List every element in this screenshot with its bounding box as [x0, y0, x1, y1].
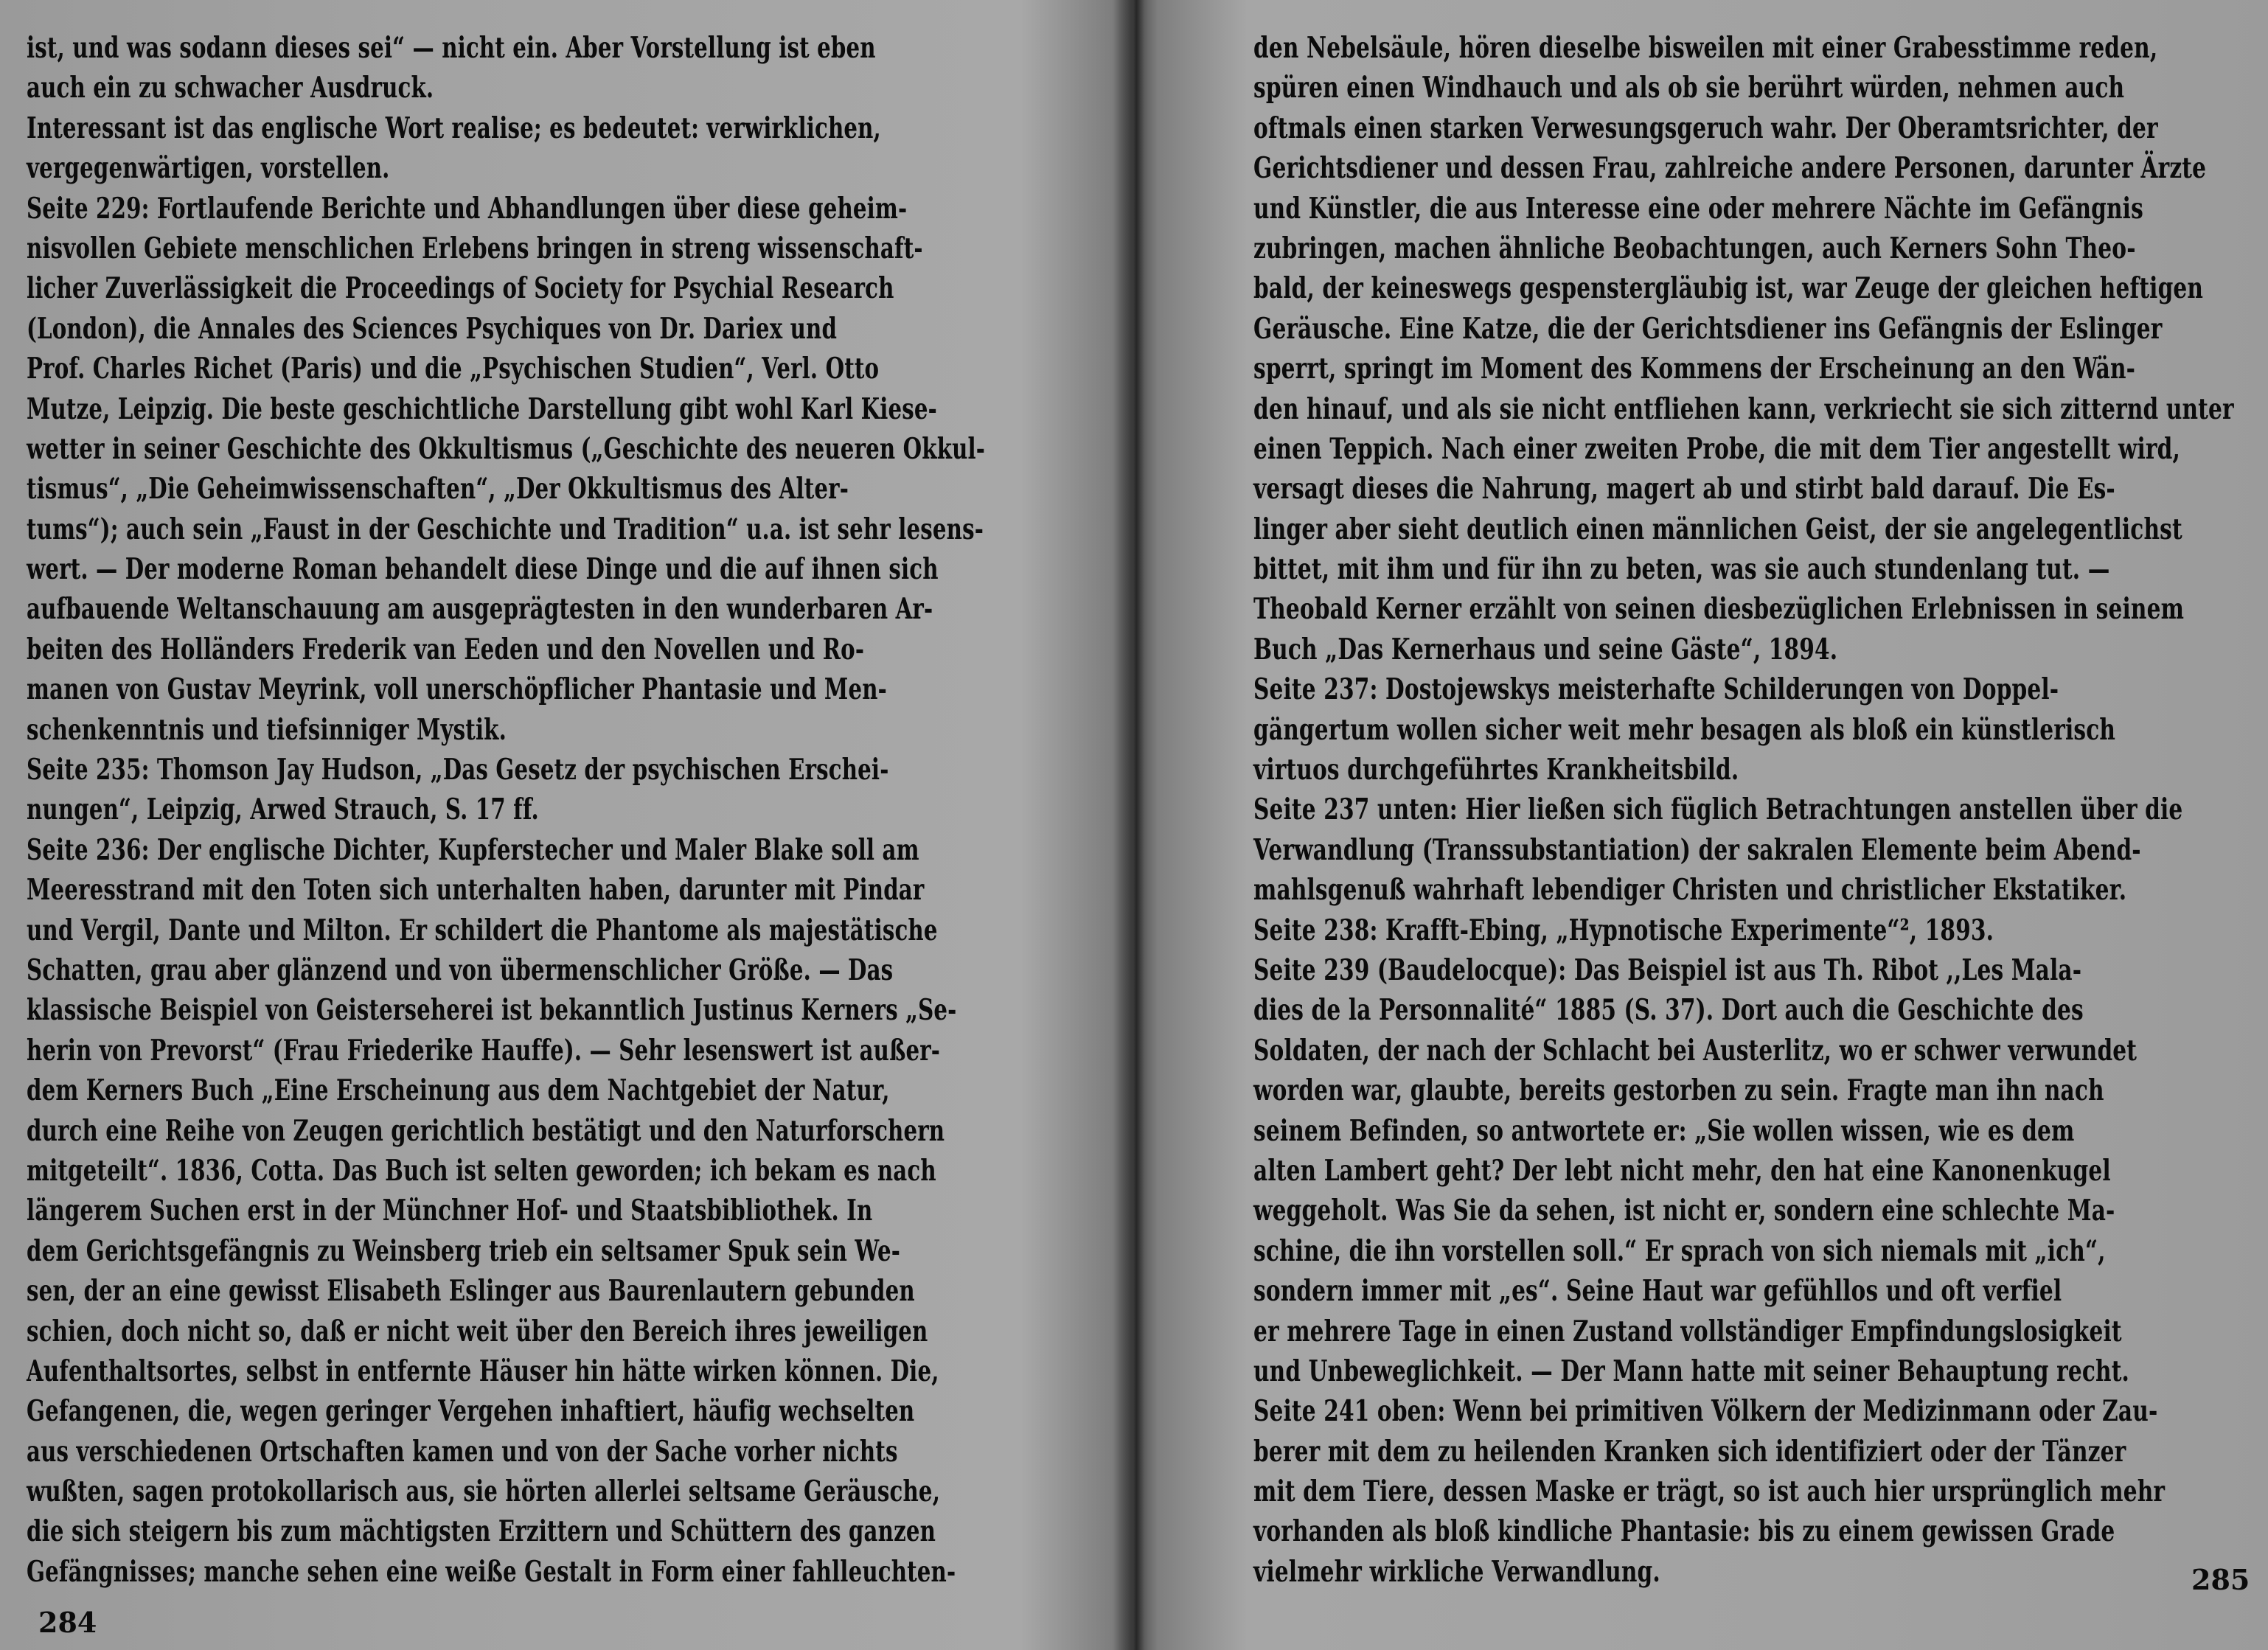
text-line: schien, doch nicht so, daß er nicht weit über den Bereich ihres jeweiligen: [27, 1314, 928, 1348]
text-line: wert. — Der moderne Roman behandelt diese Dinge und die auf ihnen sich: [27, 552, 939, 587]
text-line: Interessant ist das englische Wort realise; es bedeutet: verwirklichen,: [27, 111, 881, 145]
text-line: Gefängnisses; manche sehen eine weiße Gestalt in Form einer fahlleuchten-: [27, 1554, 956, 1589]
text-line: Seite 238: Krafft-Ebing, „Hypnotische Experimente“², 1893.: [1253, 913, 1994, 947]
text-line: dem Kerners Buch „Eine Erscheinung aus dem Nachtgebiet der Natur,: [27, 1073, 890, 1108]
text-line: aufbauende Weltanschauung am ausgeprägtesten in den wunderbaren Ar-: [27, 592, 933, 627]
text-line: seinem Befinden, so antwortete er: „Sie wollen wissen, wie es dem: [1253, 1113, 2075, 1148]
text-line: Verwandlung (Transsubstantiation) der sakralen Elemente beim Abend-: [1253, 832, 2141, 867]
right-page-text: [1253, 28, 2268, 1592]
text-line: vergegenwärtigen, vorstellen.: [27, 151, 390, 186]
text-line: dem Gerichtsgefängnis zu Weinsberg trieb ein seltsamer Spuk sein We-: [27, 1233, 901, 1268]
text-line: Gefangenen, die, wegen geringer Vergehen inhaftiert, häufig wechselten: [27, 1394, 915, 1429]
text-line: oftmals einen starken Verwesungsgeruch wahr. Der Oberamtsrichter, der: [1253, 111, 2158, 145]
text-line: Seite 235: Thomson Jay Hudson, „Das Gesetz der psychischen Erschei-: [27, 753, 889, 787]
text-line: schenkenntnis und tiefsinniger Mystik.: [27, 712, 507, 747]
text-line: tismus“, „Die Geheimwissenschaften“, „Der Okkultismus des Alter-: [27, 472, 849, 507]
text-line: worden war, glaubte, bereits gestorben zu sein. Fragte man ihn nach: [1253, 1073, 2104, 1108]
text-line: die sich steigern bis zum mächtigsten Erzittern und Schüttern des ganzen: [27, 1514, 936, 1549]
text-line: auch ein zu schwacher Ausdruck.: [27, 71, 434, 105]
text-line: versagt dieses die Nahrung, magert ab und stirbt bald darauf. Die Es-: [1253, 472, 2115, 507]
text-line: licher Zuverlässigkeit die Proceedings of Society for Psychial Research: [27, 271, 894, 306]
text-line: gängertum wollen sicher weit mehr besagen als bloß ein künstlerisch: [1253, 712, 2116, 747]
text-line: klassische Beispiel von Geisterseherei ist bekanntlich Justinus Kerners „Se-: [27, 993, 957, 1028]
text-line: sen, der an eine gewisst Elisabeth Eslinger aus Baurenlautern gebunden: [27, 1274, 915, 1309]
text-line: Schatten, grau aber glänzend und von übermenschlicher Größe. — Das: [27, 953, 894, 987]
text-line: und Künstler, die aus Interesse eine oder mehrere Nächte im Gefängnis: [1253, 191, 2143, 226]
text-line: Seite 229: Fortlaufende Berichte und Abhandlungen über diese geheim-: [27, 191, 908, 226]
text-line: mahlsgenuß wahrhaft lebendiger Christen und christlicher Ekstatiker.: [1253, 873, 2127, 908]
right-page-number: 285: [2191, 1563, 2250, 1596]
text-line: Mutze, Leipzig. Die beste geschichtliche Darstellung gibt wohl Karl Kiese-: [27, 391, 937, 426]
text-line: längerem Suchen erst in der Münchner Hof- und Staatsbibliothek. In: [27, 1194, 873, 1228]
text-line: einen Teppich. Nach einer zweiten Probe, die mit dem Tier angestellt wird,: [1253, 431, 2180, 466]
left-page-number: 284: [38, 1606, 97, 1639]
text-line: Seite 237 unten: Hier ließen sich füglich Betrachtungen anstellen über die: [1253, 793, 2183, 827]
text-line: vorhanden als bloß kindliche Phantasie: bis zu einem gewissen Grade: [1253, 1514, 2115, 1549]
text-line: Seite 236: Der englische Dichter, Kupferstecher und Maler Blake soll am: [27, 832, 919, 867]
text-line: wußten, sagen protokollarisch aus, sie hörten allerlei seltsame Geräusche,: [27, 1475, 941, 1509]
text-line: Seite 241 oben: Wenn bei primitiven Völkern der Medizinmann oder Zau-: [1253, 1394, 2158, 1429]
text-line: und Vergil, Dante und Milton. Er schildert die Phantome als majestätische: [27, 913, 938, 947]
right-page: [1253, 0, 2250, 1650]
text-line: mitgeteilt“. 1836, Cotta. Das Buch ist selten geworden; ich bekam es nach: [27, 1153, 936, 1188]
text-line: Meeresstrand mit den Toten sich unterhalten haben, darunter mit Pindar: [27, 873, 925, 908]
text-line: mit dem Tiere, dessen Maske er trägt, so ist auch hier ursprünglich mehr: [1253, 1475, 2166, 1509]
text-line: bald, der keineswegs gespenstergläubig ist, war Zeuge der gleichen heftigen: [1253, 271, 2204, 306]
text-line: herin von Prevorst“ (Frau Friederike Hauffe). — Sehr lesenswert ist außer-: [27, 1033, 941, 1068]
text-line: (London), die Annales des Sciences Psychiques von Dr. Dariex und: [27, 311, 838, 346]
text-line: beiten des Holländers Frederik van Eeden und den Novellen und Ro-: [27, 632, 865, 666]
text-line: Aufenthaltsortes, selbst in entfernte Häuser hin hätte wirken können. Die,: [27, 1354, 939, 1388]
text-line: schine, die ihn vorstellen soll.“ Er sprach von sich niemals mit „ich“,: [1253, 1233, 2106, 1268]
text-line: manen von Gustav Meyrink, voll unerschöpflicher Phantasie und Men-: [27, 672, 887, 707]
text-line: wetter in seiner Geschichte des Okkultismus („Geschichte des neueren Okkul-: [27, 431, 986, 466]
text-line: den Nebelsäule, hören dieselbe bisweilen mit einer Grabesstimme reden,: [1253, 31, 2158, 65]
text-line: nisvollen Gebiete menschlichen Erlebens bringen in streng wissenschaft-: [27, 231, 923, 265]
text-line: sperrt, springt im Moment des Kommens der Erscheinung an den Wän-: [1253, 352, 2136, 386]
text-line: dies de la Personnalité“ 1885 (S. 37). Dort auch die Geschichte des: [1253, 993, 2084, 1028]
text-line: berer mit dem zu heilenden Kranken sich identifiziert oder der Tänzer: [1253, 1434, 2126, 1469]
text-line: den hinauf, und als sie nicht entfliehen kann, verkriecht sie sich zitternd unter: [1253, 391, 2234, 426]
text-line: sondern immer mit „es“. Seine Haut war gefühllos und oft verfiel: [1253, 1274, 2062, 1309]
text-line: spüren einen Windhauch und als ob sie berührt würden, nehmen auch: [1253, 71, 2125, 105]
text-line: Prof. Charles Richet (Paris) und die „Psychischen Studien“, Verl. Otto: [27, 352, 880, 386]
left-page-text: [27, 28, 1304, 1592]
text-line: ist, und was sodann dieses sei“ — nicht ein. Aber Vorstellung ist eben: [27, 31, 876, 65]
text-line: Geräusche. Eine Katze, die der Gerichtsdiener ins Gefängnis der Eslinger: [1253, 311, 2163, 346]
text-line: und Unbeweglichkeit. — Der Mann hatte mit seiner Behauptung recht.: [1253, 1354, 2129, 1388]
text-line: Theobald Kerner erzählt von seinen diesbezüglichen Erlebnissen in seinem: [1253, 592, 2185, 627]
text-line: Gerichtsdiener und dessen Frau, zahlreiche andere Personen, darunter Ärzte: [1253, 151, 2207, 186]
text-line: linger aber sieht deutlich einen männlichen Geist, der sie angelegentlichst: [1253, 512, 2182, 546]
text-line: durch eine Reihe von Zeugen gerichtlich bestätigt und den Naturforschern: [27, 1113, 945, 1148]
text-line: bittet, mit ihm und für ihn zu beten, was sie auch stundenlang tut. —: [1253, 552, 2110, 587]
text-line: Buch „Das Kernerhaus und seine Gäste“, 1894.: [1253, 632, 1838, 666]
text-line: nungen“, Leipzig, Arwed Strauch, S. 17 ff.: [27, 793, 539, 827]
text-line: zubringen, machen ähnliche Beobachtungen, auch Kerners Sohn Theo-: [1253, 231, 2136, 265]
text-line: er mehrere Tage in einen Zustand vollständiger Empfindungslosigkeit: [1253, 1314, 2122, 1348]
left-page: [27, 0, 985, 1650]
text-line: alten Lambert geht? Der lebt nicht mehr, den hat eine Kanonenkugel: [1253, 1153, 2111, 1188]
text-line: tums“); auch sein „Faust in der Geschichte und Tradition“ u.a. ist sehr lesens-: [27, 512, 984, 546]
text-line: Seite 239 (Baudelocque): Das Beispiel ist aus Th. Ribot ,,Les Mala-: [1253, 953, 2082, 987]
text-line: Seite 237: Dostojewskys meisterhafte Schilderungen von Doppel-: [1253, 672, 2059, 707]
text-line: vielmehr wirkliche Verwandlung.: [1253, 1554, 1660, 1589]
text-line: Soldaten, der nach der Schlacht bei Austerlitz, wo er schwer verwundet: [1253, 1033, 2137, 1068]
text-line: virtuos durchgeführtes Krankheitsbild.: [1253, 753, 1739, 787]
text-line: weggeholt. Was Sie da sehen, ist nicht er, sondern eine schlechte Ma-: [1253, 1194, 2115, 1228]
text-line: aus verschiedenen Ortschaften kamen und von der Sache vorher nichts: [27, 1434, 898, 1469]
